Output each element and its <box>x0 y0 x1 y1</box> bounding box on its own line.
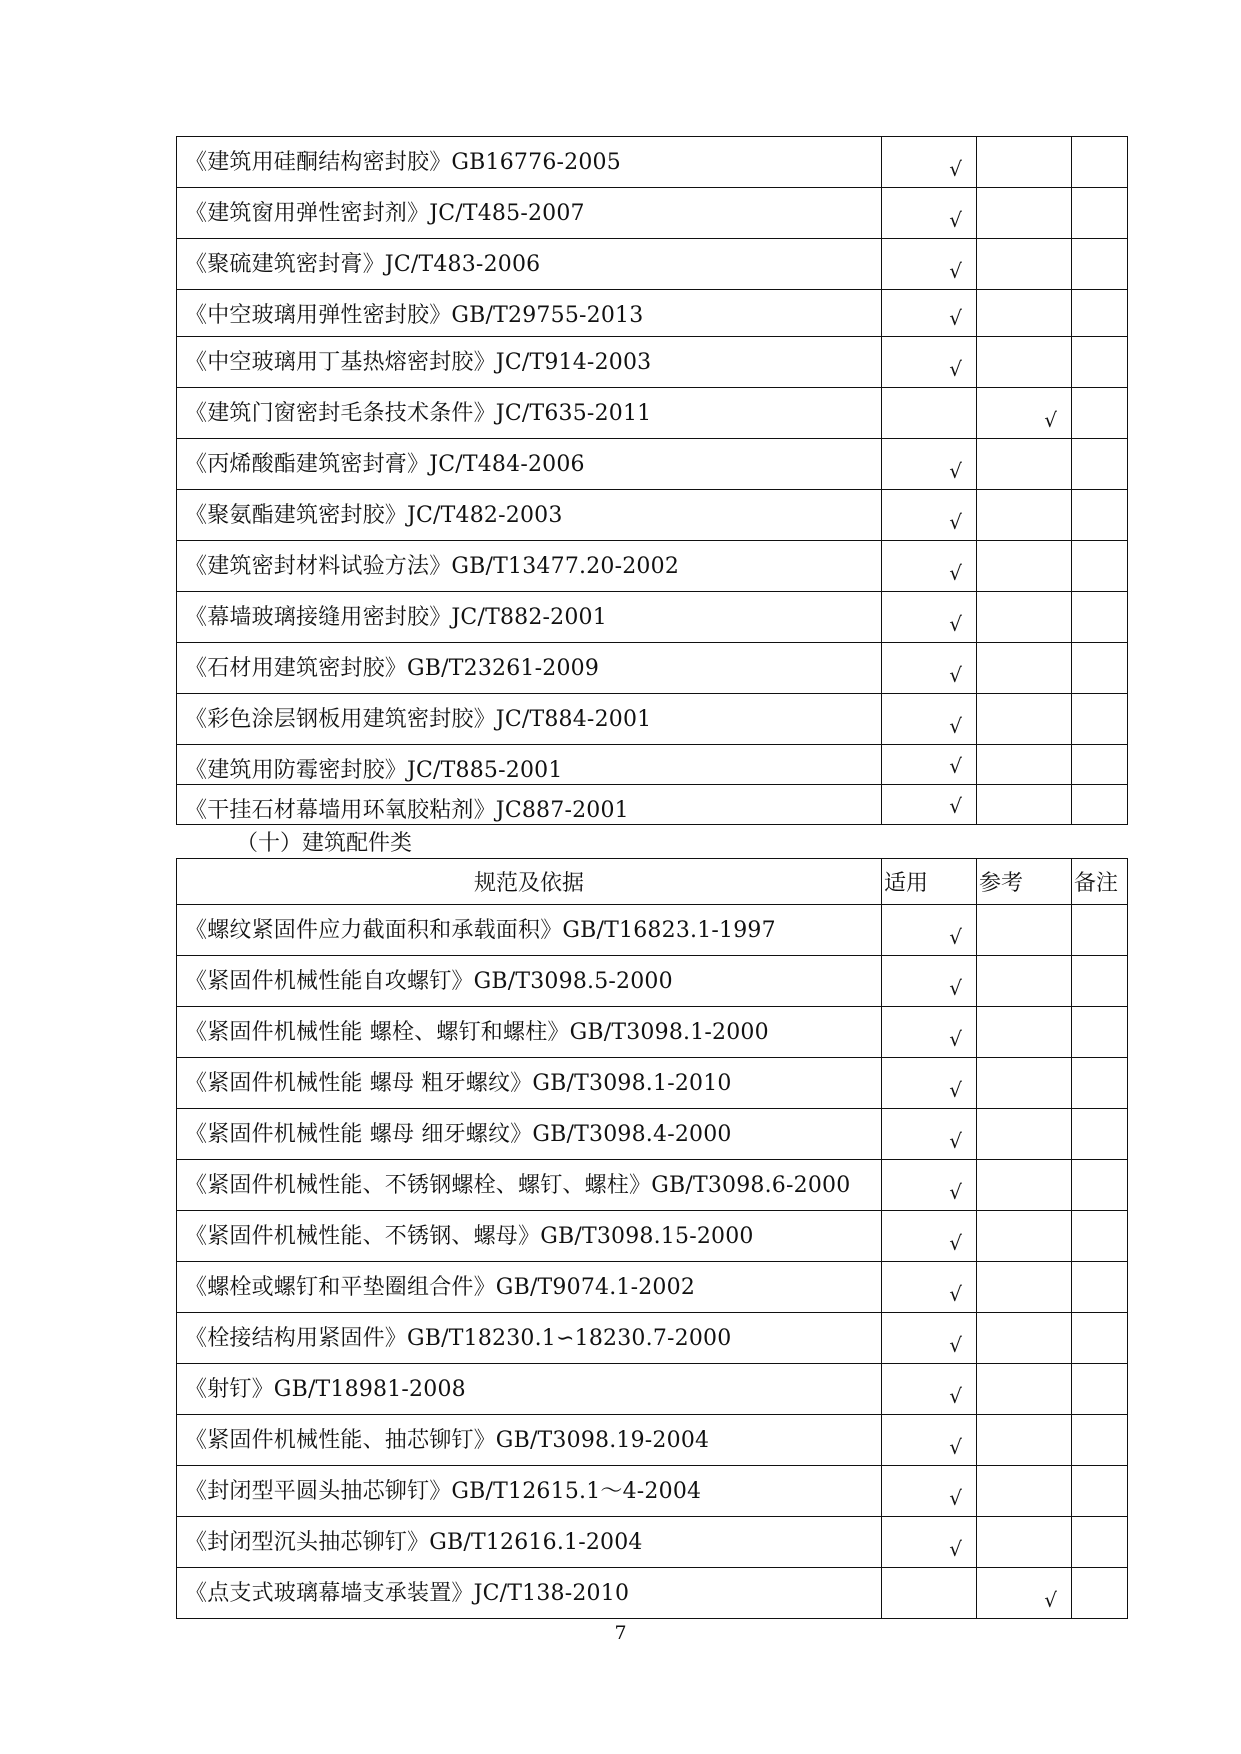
apply-cell <box>882 1568 977 1619</box>
reference-cell <box>977 1058 1072 1109</box>
table-row <box>177 490 1128 541</box>
header-ref: 参考 <box>977 859 1072 905</box>
table-row <box>177 643 1128 694</box>
note-cell <box>1072 1211 1128 1262</box>
note-cell <box>1072 785 1128 825</box>
standard-name: 《中空玻璃用弹性密封胶》GB/T29755-2013 <box>177 290 882 337</box>
standard-name: 《建筑用硅酮结构密封胶》GB16776-2005 <box>177 137 882 188</box>
check-mark: √ <box>949 1486 962 1510</box>
apply-cell <box>882 1007 977 1058</box>
header-note: 备注 <box>1072 859 1128 905</box>
note-cell <box>1072 188 1128 239</box>
check-mark: √ <box>949 306 962 330</box>
apply-cell <box>882 1262 977 1313</box>
note-cell <box>1072 1517 1128 1568</box>
reference-cell <box>977 290 1072 337</box>
table-row <box>177 290 1128 337</box>
table-row <box>177 188 1128 239</box>
apply-cell <box>882 239 977 290</box>
table-row <box>177 1568 1128 1619</box>
table-row <box>177 1517 1128 1568</box>
standard-name: 《射钉》GB/T18981-2008 <box>177 1364 882 1415</box>
apply-cell <box>882 337 977 388</box>
table-row <box>177 1415 1128 1466</box>
standard-name: 《丙烯酸酯建筑密封膏》JC/T484-2006 <box>177 439 882 490</box>
check-mark: √ <box>949 925 962 949</box>
reference-cell <box>977 1415 1072 1466</box>
check-mark: √ <box>949 208 962 232</box>
apply-cell <box>882 1109 977 1160</box>
check-mark: √ <box>949 1129 962 1153</box>
note-cell <box>1072 1262 1128 1313</box>
check-mark: √ <box>1044 408 1057 432</box>
apply-cell <box>882 592 977 643</box>
standard-name: 《聚氨酯建筑密封胶》JC/T482-2003 <box>177 490 882 541</box>
reference-cell <box>977 785 1072 825</box>
table-header-row <box>177 859 1128 905</box>
reference-cell <box>977 1007 1072 1058</box>
apply-cell <box>882 643 977 694</box>
reference-cell <box>977 1568 1072 1619</box>
note-cell <box>1072 745 1128 785</box>
standard-name: 《紧固件机械性能、不锈钢螺栓、螺钉、螺柱》GB/T3098.6-2000 <box>177 1160 882 1211</box>
standard-name: 《栓接结构用紧固件》GB/T18230.1∽18230.7-2000 <box>177 1313 882 1364</box>
standard-name: 《中空玻璃用丁基热熔密封胶》JC/T914-2003 <box>177 337 882 388</box>
standard-name: 《聚硫建筑密封膏》JC/T483-2006 <box>177 239 882 290</box>
check-mark: √ <box>949 612 962 636</box>
table-row <box>177 239 1128 290</box>
standard-name: 《螺栓或螺钉和平垫圈组合件》GB/T9074.1-2002 <box>177 1262 882 1313</box>
apply-cell <box>882 439 977 490</box>
table-row <box>177 745 1128 785</box>
reference-cell <box>977 188 1072 239</box>
check-mark: √ <box>949 1537 962 1561</box>
note-cell <box>1072 1160 1128 1211</box>
table-row <box>177 1109 1128 1160</box>
table-row <box>177 337 1128 388</box>
reference-cell <box>977 1109 1072 1160</box>
check-mark: √ <box>949 754 962 778</box>
apply-cell <box>882 1415 977 1466</box>
standard-name: 《封闭型平圆头抽芯铆钉》GB/T12615.1～4-2004 <box>177 1466 882 1517</box>
note-cell <box>1072 137 1128 188</box>
note-cell <box>1072 1415 1128 1466</box>
apply-cell <box>882 1211 977 1262</box>
apply-cell <box>882 1160 977 1211</box>
check-mark: √ <box>949 794 962 818</box>
check-mark: √ <box>949 1180 962 1204</box>
note-cell <box>1072 905 1128 956</box>
reference-cell <box>977 137 1072 188</box>
reference-cell <box>977 905 1072 956</box>
check-mark: √ <box>949 714 962 738</box>
table-row <box>177 439 1128 490</box>
table-row <box>177 388 1128 439</box>
check-mark: √ <box>949 1231 962 1255</box>
table-row <box>177 1466 1128 1517</box>
check-mark: √ <box>949 459 962 483</box>
table-row <box>177 592 1128 643</box>
table-row <box>177 1058 1128 1109</box>
check-mark: √ <box>949 157 962 181</box>
table-row <box>177 137 1128 188</box>
standard-name: 《紧固件机械性能自攻螺钉》GB/T3098.5-2000 <box>177 956 882 1007</box>
apply-cell <box>882 388 977 439</box>
check-mark: √ <box>949 1282 962 1306</box>
reference-cell <box>977 439 1072 490</box>
reference-cell <box>977 1517 1072 1568</box>
apply-cell <box>882 1466 977 1517</box>
check-mark: √ <box>949 976 962 1000</box>
table-row <box>177 1211 1128 1262</box>
table-row <box>177 1007 1128 1058</box>
check-mark: √ <box>949 510 962 534</box>
reference-cell <box>977 592 1072 643</box>
apply-cell <box>882 956 977 1007</box>
table-row <box>177 1160 1128 1211</box>
table-row <box>177 694 1128 745</box>
note-cell <box>1072 1058 1128 1109</box>
standard-name: 《石材用建筑密封胶》GB/T23261-2009 <box>177 643 882 694</box>
note-cell <box>1072 1364 1128 1415</box>
reference-cell <box>977 643 1072 694</box>
note-cell <box>1072 290 1128 337</box>
note-cell <box>1072 1466 1128 1517</box>
note-cell <box>1072 439 1128 490</box>
note-cell <box>1072 388 1128 439</box>
apply-cell <box>882 785 977 825</box>
standard-name: 《建筑门窗密封毛条技术条件》JC/T635-2011 <box>177 388 882 439</box>
table-row <box>177 956 1128 1007</box>
apply-cell <box>882 694 977 745</box>
note-cell <box>1072 1007 1128 1058</box>
reference-cell <box>977 1466 1072 1517</box>
apply-cell <box>882 905 977 956</box>
table-row <box>177 1364 1128 1415</box>
note-cell <box>1072 337 1128 388</box>
check-mark: √ <box>949 357 962 381</box>
standard-name: 《建筑窗用弹性密封剂》JC/T485-2007 <box>177 188 882 239</box>
note-cell <box>1072 1568 1128 1619</box>
apply-cell <box>882 1517 977 1568</box>
standard-name: 《建筑密封材料试验方法》GB/T13477.20-2002 <box>177 541 882 592</box>
table-row <box>177 905 1128 956</box>
check-mark: √ <box>949 1435 962 1459</box>
standard-name: 《彩色涂层钢板用建筑密封胶》JC/T884-2001 <box>177 694 882 745</box>
header-spec: 规范及依据 <box>177 859 882 905</box>
apply-cell <box>882 1058 977 1109</box>
standard-name: 《紧固件机械性能、不锈钢、螺母》GB/T3098.15-2000 <box>177 1211 882 1262</box>
reference-cell <box>977 956 1072 1007</box>
apply-cell <box>882 137 977 188</box>
reference-cell <box>977 1262 1072 1313</box>
standard-name: 《紧固件机械性能 螺母 粗牙螺纹》GB/T3098.1-2010 <box>177 1058 882 1109</box>
check-mark: √ <box>949 1384 962 1408</box>
note-cell <box>1072 490 1128 541</box>
standard-name: 《封闭型沉头抽芯铆钉》GB/T12616.1-2004 <box>177 1517 882 1568</box>
apply-cell <box>882 745 977 785</box>
standard-name: 《建筑用防霉密封胶》JC/T885-2001 <box>177 745 882 785</box>
standards-table-sealants <box>176 136 1128 825</box>
reference-cell <box>977 541 1072 592</box>
table-row <box>177 1313 1128 1364</box>
standards-table-accessories <box>176 858 1128 1619</box>
section-title: （十）建筑配件类 <box>236 831 413 856</box>
note-cell <box>1072 1313 1128 1364</box>
check-mark: √ <box>949 663 962 687</box>
reference-cell <box>977 1211 1072 1262</box>
standard-name: 《幕墙玻璃接缝用密封胶》JC/T882-2001 <box>177 592 882 643</box>
check-mark: √ <box>1044 1588 1057 1612</box>
apply-cell <box>882 1364 977 1415</box>
check-mark: √ <box>949 259 962 283</box>
apply-cell <box>882 1313 977 1364</box>
table-row <box>177 541 1128 592</box>
standard-name: 《点支式玻璃幕墙支承装置》JC/T138-2010 <box>177 1568 882 1619</box>
apply-cell <box>882 290 977 337</box>
standard-name: 《紧固件机械性能 螺栓、螺钉和螺柱》GB/T3098.1-2000 <box>177 1007 882 1058</box>
standard-name: 《紧固件机械性能、抽芯铆钉》GB/T3098.19-2004 <box>177 1415 882 1466</box>
reference-cell <box>977 337 1072 388</box>
table-row <box>177 1262 1128 1313</box>
apply-cell <box>882 541 977 592</box>
check-mark: √ <box>949 1333 962 1357</box>
reference-cell <box>977 1364 1072 1415</box>
note-cell <box>1072 956 1128 1007</box>
check-mark: √ <box>949 1078 962 1102</box>
check-mark: √ <box>949 1027 962 1051</box>
note-cell <box>1072 592 1128 643</box>
reference-cell <box>977 388 1072 439</box>
check-mark: √ <box>949 561 962 585</box>
standard-name: 《螺纹紧固件应力截面积和承载面积》GB/T16823.1-1997 <box>177 905 882 956</box>
note-cell <box>1072 239 1128 290</box>
reference-cell <box>977 745 1072 785</box>
table-row <box>177 785 1128 825</box>
note-cell <box>1072 1109 1128 1160</box>
standard-name: 《干挂石材幕墙用环氧胶粘剂》JC887-2001 <box>177 785 882 825</box>
reference-cell <box>977 1313 1072 1364</box>
note-cell <box>1072 541 1128 592</box>
note-cell <box>1072 694 1128 745</box>
header-apply: 适用 <box>882 859 977 905</box>
page-number: 7 <box>614 1622 627 1644</box>
apply-cell <box>882 490 977 541</box>
apply-cell <box>882 188 977 239</box>
reference-cell <box>977 694 1072 745</box>
standard-name: 《紧固件机械性能 螺母 细牙螺纹》GB/T3098.4-2000 <box>177 1109 882 1160</box>
reference-cell <box>977 1160 1072 1211</box>
note-cell <box>1072 643 1128 694</box>
reference-cell <box>977 239 1072 290</box>
reference-cell <box>977 490 1072 541</box>
